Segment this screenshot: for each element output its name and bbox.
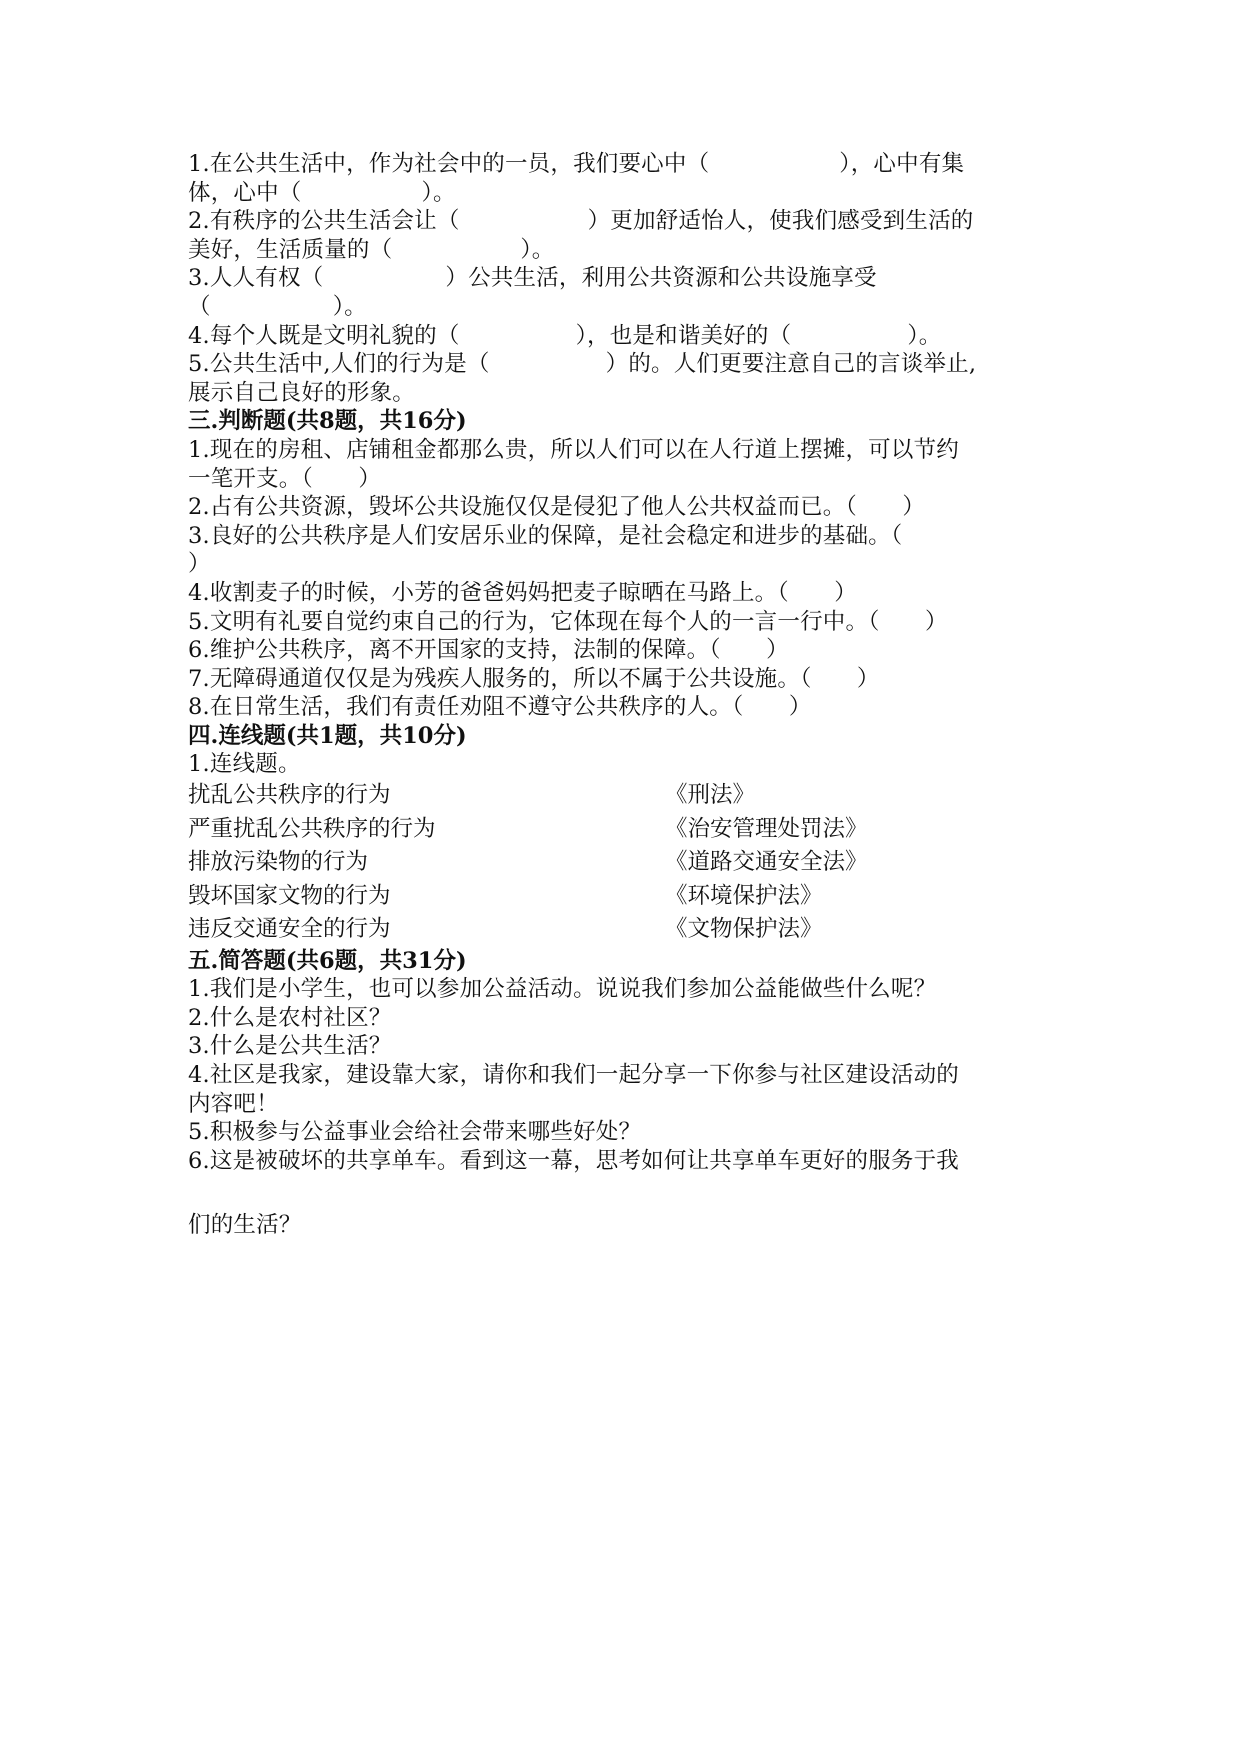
match-right-item[interactable]: 《治安管理处罚法》 — [665, 815, 868, 842]
match-right-item[interactable]: 《环境保护法》 — [665, 882, 823, 909]
question-line: （ ）。 — [188, 293, 367, 320]
fill-blank-section — [188, 150, 1058, 407]
question-line: 3.人人有权（ ）公共生活，利用公共资源和公共设施享受 — [188, 265, 877, 292]
question-line: 3.良好的公共秩序是人们安居乐业的保障，是社会稳定和进步的基础。（ — [188, 522, 903, 549]
match-row — [188, 880, 1058, 914]
match-row — [188, 913, 1058, 947]
question-line: 内容吧！ — [188, 1090, 279, 1117]
question-line: 展示自己良好的形象。 — [188, 379, 416, 406]
section-heading: 五.简答题(共6题，共31分) — [188, 947, 467, 974]
match-right-item[interactable]: 《刑法》 — [665, 782, 756, 809]
match-row — [188, 813, 1058, 847]
question-line: 4.社区是我家，建设靠大家，请你和我们一起分享一下你参与社区建设活动的 — [188, 1061, 959, 1088]
question-line: 8.在日常生活，我们有责任劝阻不遵守公共秩序的人。（ ） — [188, 694, 812, 721]
question-line: 美好，生活质量的（ ）。 — [188, 236, 555, 263]
question-line: ） — [188, 551, 211, 578]
match-left-item[interactable]: 排放污染物的行为 — [188, 849, 369, 876]
match-left-item[interactable]: 毁坏国家文物的行为 — [188, 882, 391, 909]
match-right-item[interactable]: 《道路交通安全法》 — [665, 849, 868, 876]
match-section — [188, 722, 1058, 947]
worksheet-page — [188, 150, 1058, 1240]
match-right-item[interactable]: 《文物保护法》 — [665, 916, 823, 943]
match-row — [188, 779, 1058, 813]
match-row — [188, 846, 1058, 880]
match-left-item[interactable]: 扰乱公共秩序的行为 — [188, 782, 391, 809]
question-line: 6.这是被破坏的共享单车。看到这一幕，思考如何让共享单车更好的服务于我 — [188, 1147, 959, 1174]
question-line: 5.积极参与公益事业会给社会带来哪些好处？ — [188, 1119, 642, 1146]
question-line: 5.公共生活中,人们的行为是（ ）的。人们更要注意自己的言谈举止, — [188, 351, 977, 378]
question-line: 一笔开支。（ ） — [188, 465, 382, 492]
match-left-item[interactable]: 违反交通安全的行为 — [188, 916, 391, 943]
question-line: 体，心中（ ）。 — [188, 179, 456, 206]
question-line: 1.现在的房租、店铺租金都那么贵，所以人们可以在人行道上摆摊，可以节约 — [188, 436, 959, 463]
question-line: 7.无障碍通道仅仅是为残疾人服务的，所以不属于公共设施。（ ） — [188, 665, 880, 692]
section-heading: 三.判断题(共8题，共16分) — [188, 408, 467, 435]
match-intro: 1.连线题。 — [188, 751, 301, 778]
question-line: 4.每个人既是文明礼貌的（ ），也是和谐美好的（ ）。 — [188, 322, 942, 349]
question-line: 2.什么是农村社区？ — [188, 1004, 392, 1031]
question-line: 们的生活？ — [188, 1212, 302, 1239]
section-heading: 四.连线题(共1题，共10分) — [188, 722, 467, 749]
question-line: 2.有秩序的公共生活会让（ ）更加舒适怡人，使我们感受到生活的 — [188, 208, 974, 235]
match-left-item[interactable]: 严重扰乱公共秩序的行为 — [188, 815, 436, 842]
judge-section — [188, 407, 1058, 722]
question-line: 4.收割麦子的时候，小芳的爸爸妈妈把麦子晾晒在马路上。（ ） — [188, 579, 857, 606]
question-line: 2.占有公共资源，毁坏公共设施仅仅是侵犯了他人公共权益而已。（ ） — [188, 494, 926, 521]
question-line: 3.什么是公共生活？ — [188, 1033, 392, 1060]
question-line: 5.文明有礼要自觉约束自己的行为，它体现在每个人的一言一行中。（ ） — [188, 608, 948, 635]
question-line: 1.我们是小学生，也可以参加公益活动。说说我们参加公益能做些什么呢？ — [188, 976, 937, 1003]
short-answer-section — [188, 947, 1058, 1240]
question-line: 1.在公共生活中，作为社会中的一员，我们要心中（ ），心中有集 — [188, 151, 965, 177]
question-line: 6.维护公共秩序，离不开国家的支持，法制的保障。（ ） — [188, 637, 789, 664]
